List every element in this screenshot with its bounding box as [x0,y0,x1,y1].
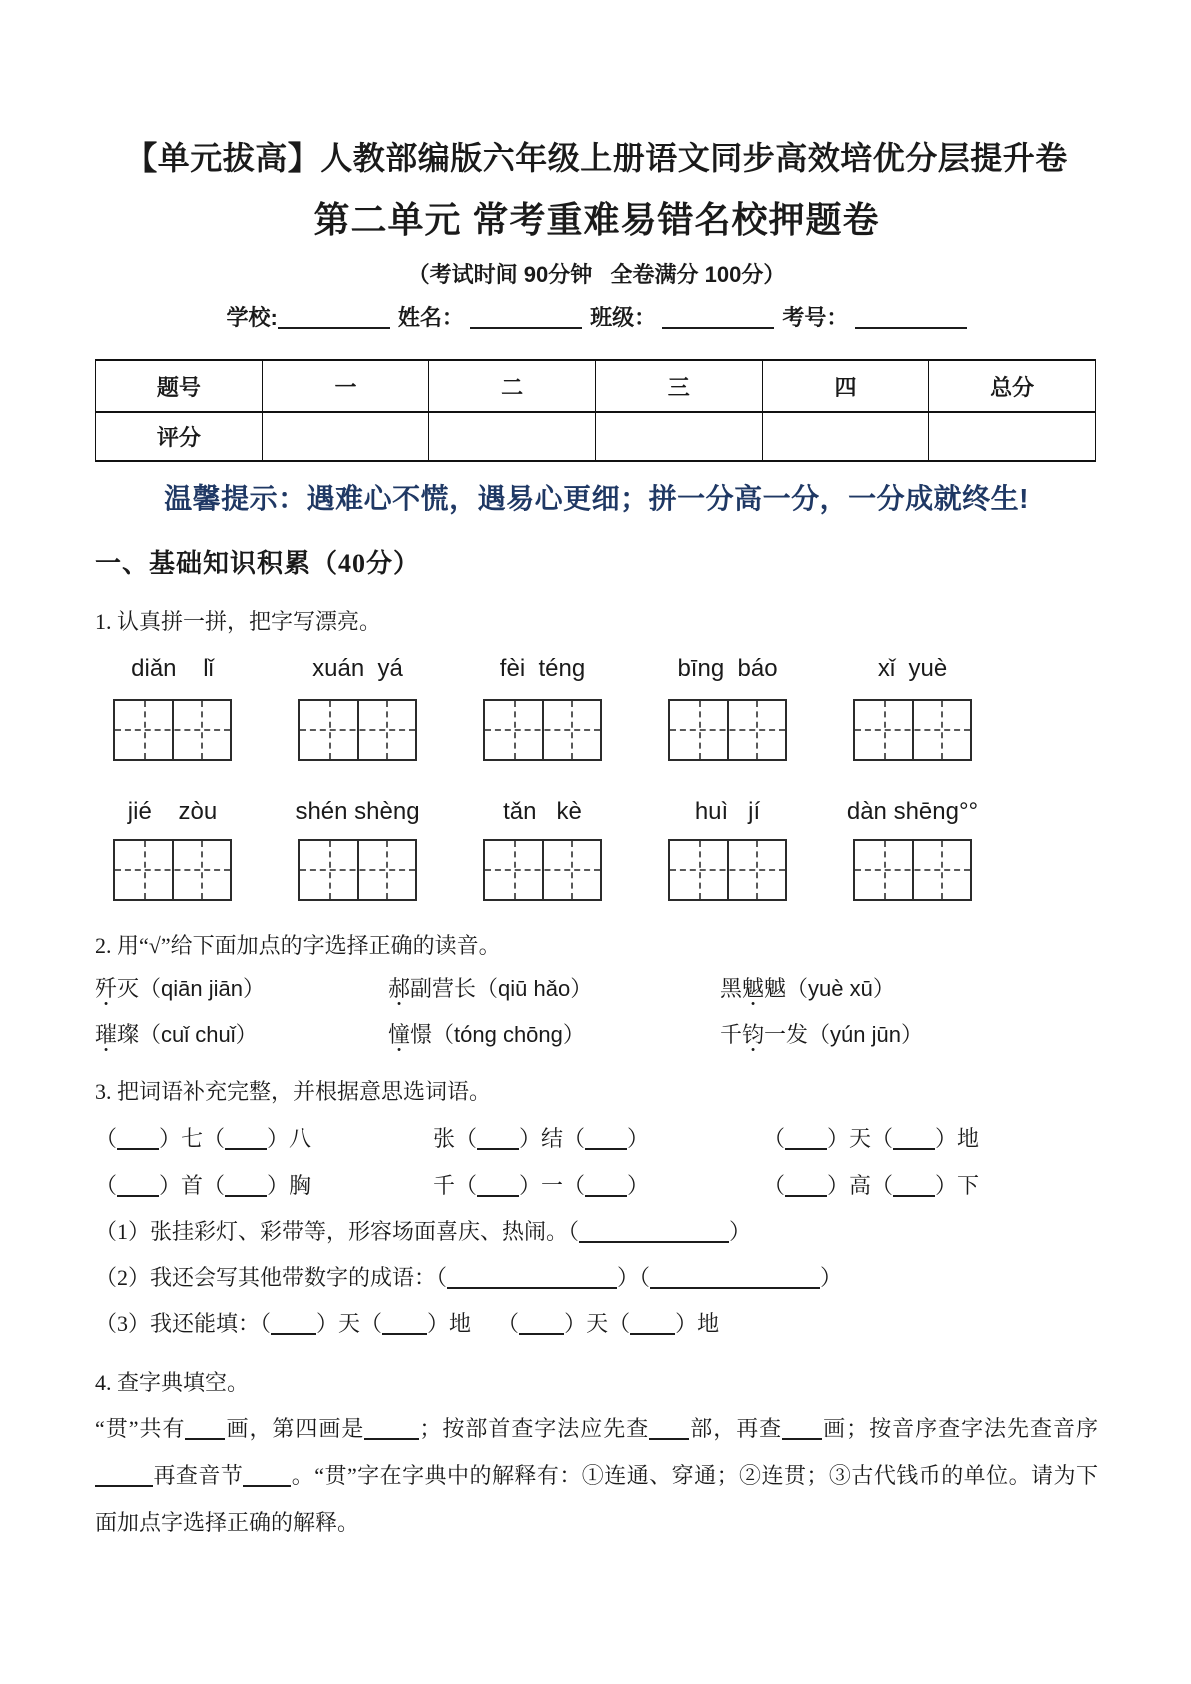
word-rest: 憬（tóng chōng） [410,1022,585,1047]
writing-grid-box [298,699,417,761]
idiom-text: 千（ [433,1173,478,1198]
writing-grid-box [668,699,787,761]
q4-text: 再查音节 [153,1463,244,1488]
q3-idiom-row-1 [95,1122,1098,1155]
fill-blank [782,1437,822,1440]
idiom-text: ）地 [935,1126,980,1151]
pinyin-slot [113,654,232,683]
writing-grid-box [298,839,417,901]
exam-no-blank [855,326,967,329]
school-label: 学校: [226,305,278,330]
word-rest: 灭（qiān jiān） [117,976,265,1001]
fill-blank [117,1194,159,1197]
pinyin-word: xuán yá [312,655,403,682]
sub-question-text: ）天（ [316,1311,383,1336]
pinyin-word: tǎn kè [503,798,582,825]
score-col-total: 总分 [929,360,1096,412]
q4-text: ；按部首查字法应先查 [419,1416,650,1441]
pinyin-slot [298,654,417,683]
idiom-blank-group [433,1169,763,1202]
sub-question-text: ） [820,1265,843,1290]
fill-blank [225,1147,267,1150]
fill-blank [649,1437,689,1440]
writing-grid-box [483,699,602,761]
pinyin-row-1 [113,654,1098,683]
pinyin-slot [668,654,787,683]
sub-question-text: （ [497,1311,520,1336]
idiom-text: （ [763,1173,786,1198]
dotted-char: 璀 [95,1022,118,1047]
idiom-text: ）胸 [267,1173,312,1198]
word-rest: 副营长（qiū hǎo） [410,976,593,1001]
score-col-2: 二 [429,360,596,412]
score-col-4: 四 [762,360,929,412]
idiom-text: ）天（ [827,1126,894,1151]
writing-grid-box [113,699,232,761]
pinyin-word: dàn shēng°° [846,798,979,825]
exam-time-info: （考试时间 90分钟 全卷满分 100分） [407,262,786,287]
friendly-tip: 温馨提示：遇难心不慌，遇易心更细；拼一分高一分，一分成就终生! [164,483,1029,514]
writing-grid-row-1 [113,699,1098,761]
answer-blank [447,1286,617,1289]
idiom-blank-group [95,1169,433,1202]
student-info-line [95,301,1098,334]
fill-blank [117,1147,159,1150]
word-prefix: 黑 [720,976,743,1001]
q3-sub-2 [95,1261,1098,1294]
idiom-text: ）高（ [827,1173,894,1198]
q3-sub-3 [95,1307,1098,1340]
q2-word-heixuxu [720,974,895,1003]
word-prefix: 千 [720,1022,743,1047]
writing-grid-row-2 [113,839,1098,901]
idiom-text: ）七（ [159,1126,226,1151]
section-1-heading: 一、基础知识积累（40分） [95,549,421,578]
fill-blank [585,1147,627,1150]
pinyin-row-2 [113,797,1098,826]
sub-question-text: ）地 [427,1311,472,1336]
school-field [226,305,389,330]
word-rest: 一发（yún jūn） [764,1022,923,1047]
pinyin-word: diǎn lǐ [131,655,214,682]
sub-question-text: ）（ [617,1265,651,1290]
q2-word-cuican [95,1020,388,1049]
fill-blank [585,1194,627,1197]
idiom-text: （ [95,1126,118,1151]
class-field [590,305,774,330]
idiom-text: 张（ [433,1126,478,1151]
q4-text: 部，再查 [689,1416,783,1441]
idiom-text: ）一（ [519,1173,586,1198]
fill-blank [243,1484,291,1487]
q4-text: 画；按音序查字法先查音序 [822,1416,1098,1441]
pinyin-word: fèi téng [499,655,586,682]
fill-blank [893,1147,935,1150]
fill-blank [95,1484,153,1487]
fill-blank [185,1437,225,1440]
pinyin-slot [846,797,979,826]
pinyin-word: shén shèng [295,798,420,825]
sub-question-text: ）天（ [564,1311,631,1336]
writing-grid-box [853,839,972,901]
idiom-blank-group [763,1122,979,1155]
fill-blank [519,1332,564,1335]
pinyin-slot [853,654,972,683]
q4-label: 4. 查字典填空。 [95,1370,250,1395]
answer-blank [579,1240,729,1243]
fill-blank [477,1194,519,1197]
fill-blank [893,1194,935,1197]
idiom-text: ） [627,1126,650,1151]
sub-question-text: （2）我还会写其他带数字的成语：（ [95,1265,448,1290]
writing-grid-box [483,839,602,901]
q2-row-2 [95,1020,1098,1049]
q2-word-jianmie [95,974,388,1003]
q4-text: “贯”共有 [95,1416,186,1441]
idiom-text: ）结（ [519,1126,586,1151]
q2-word-qianjunyifa [720,1020,923,1049]
dotted-char: 钧 [742,1022,765,1047]
pinyin-slot [113,797,232,826]
idiom-text: ）八 [267,1126,312,1151]
q2-word-chongjing [388,1020,720,1049]
dotted-char: 憧 [388,1022,411,1047]
class-blank [662,326,774,329]
word-rest: 璨（cuǐ chuǐ） [117,1022,258,1047]
fill-blank [225,1194,267,1197]
score-cell-3 [595,412,762,461]
score-cell-total [929,412,1096,461]
fill-blank [271,1332,316,1335]
exam-no-field [782,305,966,330]
writing-grid-box [668,839,787,901]
score-row-label: 评分 [96,412,263,461]
idiom-blank-group [433,1122,763,1155]
q4-text: 。“贯”字在字典中的解释有：①连通、穿通；②连贯；③古代钱币的单位。请为下面加点字选择正确的解释。 [95,1463,1098,1535]
class-label: 班级： [590,305,657,330]
pinyin-slot [295,797,420,826]
paper-subtitle: 第二单元 常考重难易错名校押题卷 [313,199,880,240]
q2-word-haofuyingzhang [388,974,720,1003]
exam-no-label: 考号： [782,305,849,330]
fill-blank [785,1194,827,1197]
fill-blank [382,1332,427,1335]
q2-row-1 [95,974,1098,1003]
pinyin-word: jié zòu [127,798,218,825]
fill-blank [785,1147,827,1150]
idiom-text: （ [95,1173,118,1198]
idiom-text: （ [763,1126,786,1151]
fill-blank [630,1332,675,1335]
name-label: 姓名： [397,305,464,330]
name-blank [470,326,582,329]
fill-blank [477,1147,519,1150]
fill-blank [364,1437,419,1440]
idiom-blank-group [763,1169,979,1202]
school-blank [278,326,390,329]
idiom-blank-group [95,1122,433,1155]
q4-text: 画，第四画是 [225,1416,365,1441]
q3-label: 3. 把词语补充完整，并根据意思选词语。 [95,1079,492,1104]
paper-title: 【单元拔高】人教部编版六年级上册语文同步高效培优分层提升卷 [125,140,1068,176]
idiom-text: ）下 [935,1173,980,1198]
idiom-text: ）首（ [159,1173,226,1198]
pinyin-word: bīng báo [677,655,778,682]
sub-question-text: （1）张挂彩灯、彩带等，形容场面喜庆、热闹。（ [95,1219,580,1244]
writing-grid-box [853,699,972,761]
pinyin-slot [483,654,602,683]
q2-label: 2. 用“√”给下面加点的字选择正确的读音。 [95,933,501,958]
pinyin-slot [668,797,787,826]
score-cell-2 [429,412,596,461]
q3-sub-1 [95,1215,1098,1248]
q3-idiom-row-2 [95,1169,1098,1202]
score-table-score-row [96,412,1096,461]
score-col-3: 三 [595,360,762,412]
sub-question-text: ）地 [675,1311,720,1336]
word-rest: 魆（yuè xū） [764,976,895,1001]
dotted-char: 郝 [388,976,411,1001]
answer-blank [650,1286,820,1289]
name-field [398,305,582,330]
q4-paragraph [95,1405,1098,1546]
sub-question-text: （3）我还能填：（ [95,1311,272,1336]
pinyin-slot [483,797,602,826]
dotted-char: 魆 [742,976,765,1001]
writing-grid-box [113,839,232,901]
pinyin-word: huì jí [694,798,761,825]
score-col-label: 题号 [96,360,263,412]
q1-label: 1. 认真拼一拼，把字写漂亮。 [95,609,382,634]
score-col-1: 一 [262,360,429,412]
score-table [95,359,1096,462]
idiom-text: ） [627,1173,650,1198]
score-table-header-row [96,360,1096,412]
score-cell-1 [262,412,429,461]
dotted-char: 歼 [95,976,118,1001]
pinyin-word: xǐ yuè [877,655,948,682]
sub-question-text: ） [729,1219,752,1244]
score-cell-4 [762,412,929,461]
